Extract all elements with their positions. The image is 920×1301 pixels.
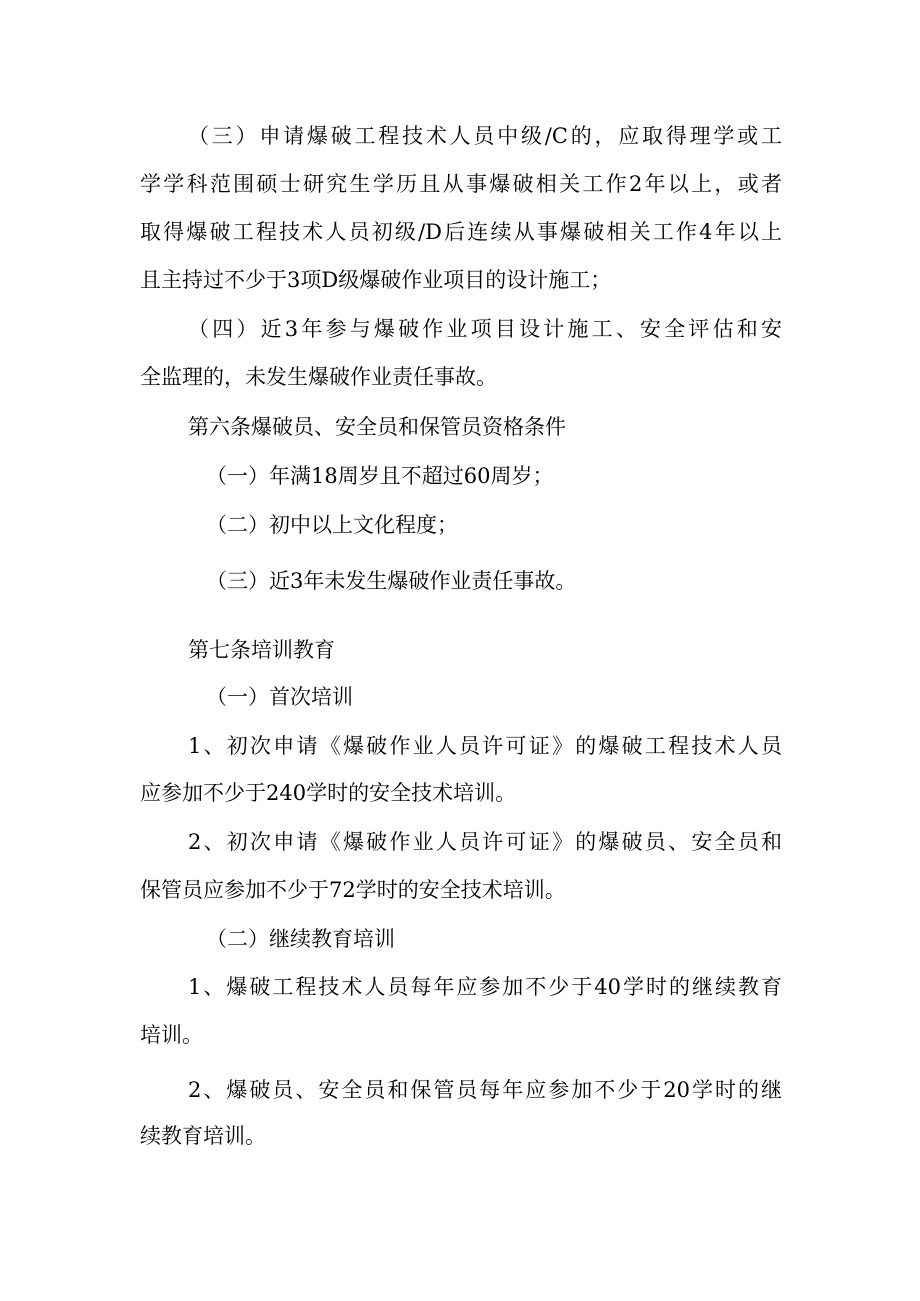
text-line: 2、爆破员、安全员和保管员每年应参加不少于20学时的继 bbox=[188, 1078, 782, 1102]
section-heading: （一）首次培训 bbox=[206, 685, 353, 709]
text-line: 续教育培训。 bbox=[140, 1124, 266, 1148]
text-line: 学学科范围硕士研究生学历且从事爆破相关工作2年以上，或者 bbox=[140, 172, 782, 196]
text-line: （二）初中以上文化程度； bbox=[206, 513, 458, 537]
article-heading: 第七条培训教育 bbox=[188, 638, 335, 662]
text-line: （四）近3年参与爆破作业项目设计施工、安全评估和安 bbox=[188, 317, 782, 341]
article-heading: 第六条爆破员、安全员和保管员资格条件 bbox=[188, 415, 566, 439]
text-line: 应参加不少于240学时的安全技术培训。 bbox=[140, 781, 517, 805]
text-line: 取得爆破工程技术人员初级/D后连续从事爆破相关工作4年以上 bbox=[140, 220, 782, 244]
text-line: （三）近3年未发生爆破作业责任事故。 bbox=[206, 569, 577, 593]
text-line: （三）申请爆破工程技术人员中级/C的，应取得理学或工 bbox=[188, 124, 782, 148]
section-heading: （二）继续教育培训 bbox=[206, 927, 395, 951]
text-line: 且主持过不少于3项D级爆破作业项目的设计施工； bbox=[140, 268, 612, 292]
text-line: 培训。 bbox=[140, 1023, 203, 1047]
text-line: 1、初次申请《爆破作业人员许可证》的爆破工程技术人员 bbox=[188, 734, 782, 758]
text-line: 全监理的，未发生爆破作业责任事故。 bbox=[140, 365, 497, 389]
text-line: 保管员应参加不少于72学时的安全技术培训。 bbox=[140, 878, 566, 902]
text-line: （一）年满18周岁且不超过60周岁； bbox=[206, 464, 554, 488]
text-line: 2、初次申请《爆破作业人员许可证》的爆破员、安全员和 bbox=[188, 830, 782, 854]
text-line: 1、爆破工程技术人员每年应参加不少于40学时的继续教育 bbox=[188, 975, 782, 999]
